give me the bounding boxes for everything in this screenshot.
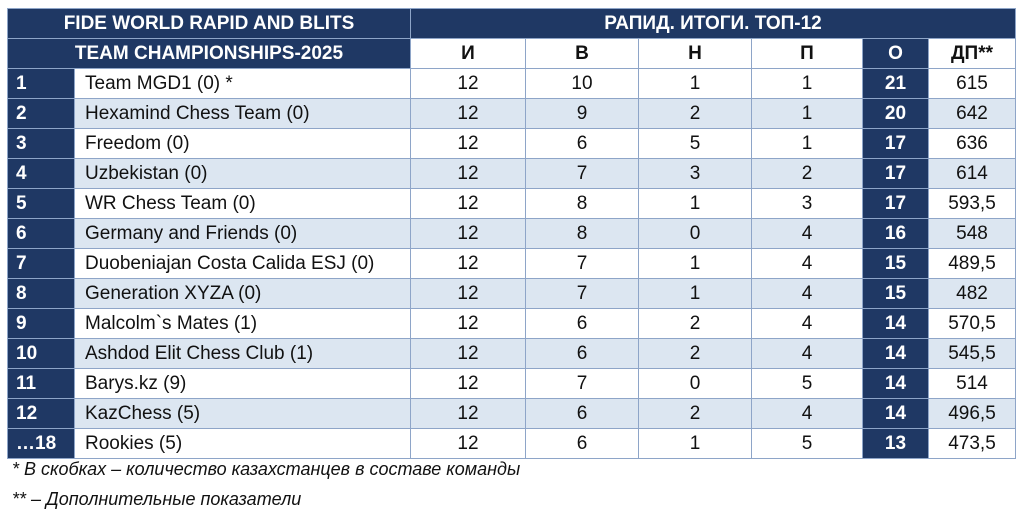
team-name-cell: Barys.kz (9) bbox=[75, 369, 411, 399]
team-name-cell: Uzbekistan (0) bbox=[75, 159, 411, 189]
losses-cell: 4 bbox=[752, 399, 863, 429]
header-row-1 bbox=[8, 9, 1016, 39]
team-name-cell: Germany and Friends (0) bbox=[75, 219, 411, 249]
games-cell: 12 bbox=[411, 399, 526, 429]
draws-cell: 5 bbox=[639, 129, 752, 159]
draws-cell: 1 bbox=[639, 69, 752, 99]
games-cell: 12 bbox=[411, 339, 526, 369]
games-cell: 12 bbox=[411, 129, 526, 159]
tiebreak-cell: 473,5 bbox=[929, 429, 1016, 459]
wins-cell: 7 bbox=[526, 249, 639, 279]
footnote-tiebreak: ** – Дополнительные показатели bbox=[12, 489, 302, 509]
draws-cell: 3 bbox=[639, 159, 752, 189]
games-cell: 12 bbox=[411, 249, 526, 279]
team-name-cell: Hexamind Chess Team (0) bbox=[75, 99, 411, 129]
col-header-points: О bbox=[863, 39, 929, 69]
draws-cell: 2 bbox=[639, 399, 752, 429]
games-cell: 12 bbox=[411, 189, 526, 219]
rank-cell: 7 bbox=[8, 249, 75, 279]
points-cell: 16 bbox=[863, 219, 929, 249]
footnote-kazakh-players: * В скобках – количество казахстанцев в составе команды bbox=[12, 459, 521, 479]
games-cell: 12 bbox=[411, 219, 526, 249]
table-row bbox=[8, 399, 1016, 429]
losses-cell: 5 bbox=[752, 369, 863, 399]
games-cell: 12 bbox=[411, 279, 526, 309]
tiebreak-cell: 482 bbox=[929, 279, 1016, 309]
rank-cell: 10 bbox=[8, 339, 75, 369]
rank-cell: 6 bbox=[8, 219, 75, 249]
losses-cell: 4 bbox=[752, 249, 863, 279]
tiebreak-cell: 614 bbox=[929, 159, 1016, 189]
points-cell: 13 bbox=[863, 429, 929, 459]
wins-cell: 7 bbox=[526, 279, 639, 309]
points-cell: 14 bbox=[863, 339, 929, 369]
team-name-cell: KazChess (5) bbox=[75, 399, 411, 429]
tiebreak-cell: 545,5 bbox=[929, 339, 1016, 369]
draws-cell: 2 bbox=[639, 309, 752, 339]
rank-cell: 4 bbox=[8, 159, 75, 189]
col-header-tiebreak: ДП** bbox=[929, 39, 1016, 69]
losses-cell: 4 bbox=[752, 279, 863, 309]
team-name-cell: Generation XYZA (0) bbox=[75, 279, 411, 309]
wins-cell: 6 bbox=[526, 309, 639, 339]
draws-cell: 2 bbox=[639, 339, 752, 369]
points-cell: 17 bbox=[863, 159, 929, 189]
draws-cell: 0 bbox=[639, 369, 752, 399]
points-cell: 20 bbox=[863, 99, 929, 129]
table-row bbox=[8, 279, 1016, 309]
rank-cell: 1 bbox=[8, 69, 75, 99]
rank-cell: 2 bbox=[8, 99, 75, 129]
col-header-draws: Н bbox=[639, 39, 752, 69]
tiebreak-cell: 489,5 bbox=[929, 249, 1016, 279]
points-cell: 15 bbox=[863, 279, 929, 309]
wins-cell: 6 bbox=[526, 399, 639, 429]
team-name-cell: WR Chess Team (0) bbox=[75, 189, 411, 219]
table-row bbox=[8, 339, 1016, 369]
wins-cell: 6 bbox=[526, 129, 639, 159]
wins-cell: 7 bbox=[526, 369, 639, 399]
draws-cell: 1 bbox=[639, 279, 752, 309]
games-cell: 12 bbox=[411, 69, 526, 99]
table-row bbox=[8, 219, 1016, 249]
tiebreak-cell: 642 bbox=[929, 99, 1016, 129]
table-row bbox=[8, 429, 1016, 459]
rank-cell: 8 bbox=[8, 279, 75, 309]
tiebreak-cell: 570,5 bbox=[929, 309, 1016, 339]
losses-cell: 1 bbox=[752, 99, 863, 129]
tiebreak-cell: 548 bbox=[929, 219, 1016, 249]
games-cell: 12 bbox=[411, 159, 526, 189]
col-header-wins: В bbox=[526, 39, 639, 69]
losses-cell: 2 bbox=[752, 159, 863, 189]
table-row bbox=[8, 369, 1016, 399]
rank-cell: …18 bbox=[8, 429, 75, 459]
standings-table bbox=[7, 8, 1016, 459]
games-cell: 12 bbox=[411, 369, 526, 399]
losses-cell: 1 bbox=[752, 129, 863, 159]
tiebreak-cell: 615 bbox=[929, 69, 1016, 99]
draws-cell: 1 bbox=[639, 189, 752, 219]
championship-title-line1: FIDE WORLD RAPID AND BLITS bbox=[8, 9, 411, 39]
header-row-2 bbox=[8, 39, 1016, 69]
table-row bbox=[8, 249, 1016, 279]
wins-cell: 6 bbox=[526, 429, 639, 459]
team-name-cell: Duobeniajan Costa Calida ESJ (0) bbox=[75, 249, 411, 279]
team-name-cell: Team MGD1 (0) * bbox=[75, 69, 411, 99]
rank-cell: 11 bbox=[8, 369, 75, 399]
table-row bbox=[8, 309, 1016, 339]
table-row bbox=[8, 69, 1016, 99]
wins-cell: 10 bbox=[526, 69, 639, 99]
tiebreak-cell: 496,5 bbox=[929, 399, 1016, 429]
points-cell: 17 bbox=[863, 189, 929, 219]
points-cell: 14 bbox=[863, 399, 929, 429]
points-cell: 14 bbox=[863, 369, 929, 399]
losses-cell: 5 bbox=[752, 429, 863, 459]
points-cell: 15 bbox=[863, 249, 929, 279]
wins-cell: 9 bbox=[526, 99, 639, 129]
points-cell: 14 bbox=[863, 309, 929, 339]
team-name-cell: Ashdod Elit Chess Club (1) bbox=[75, 339, 411, 369]
losses-cell: 4 bbox=[752, 219, 863, 249]
table-row bbox=[8, 129, 1016, 159]
tiebreak-cell: 514 bbox=[929, 369, 1016, 399]
losses-cell: 1 bbox=[752, 69, 863, 99]
games-cell: 12 bbox=[411, 99, 526, 129]
draws-cell: 0 bbox=[639, 219, 752, 249]
wins-cell: 6 bbox=[526, 339, 639, 369]
section-title: РАПИД. ИТОГИ. ТОП-12 bbox=[411, 9, 1016, 39]
draws-cell: 2 bbox=[639, 99, 752, 129]
col-header-losses: П bbox=[752, 39, 863, 69]
team-name-cell: Malcolm`s Mates (1) bbox=[75, 309, 411, 339]
draws-cell: 1 bbox=[639, 249, 752, 279]
team-name-cell: Freedom (0) bbox=[75, 129, 411, 159]
rank-cell: 9 bbox=[8, 309, 75, 339]
wins-cell: 8 bbox=[526, 219, 639, 249]
games-cell: 12 bbox=[411, 309, 526, 339]
rank-cell: 3 bbox=[8, 129, 75, 159]
draws-cell: 1 bbox=[639, 429, 752, 459]
team-name-cell: Rookies (5) bbox=[75, 429, 411, 459]
points-cell: 21 bbox=[863, 69, 929, 99]
rank-cell: 5 bbox=[8, 189, 75, 219]
wins-cell: 7 bbox=[526, 159, 639, 189]
losses-cell: 4 bbox=[752, 309, 863, 339]
losses-cell: 3 bbox=[752, 189, 863, 219]
rank-cell: 12 bbox=[8, 399, 75, 429]
tiebreak-cell: 593,5 bbox=[929, 189, 1016, 219]
table-row bbox=[8, 189, 1016, 219]
table-row bbox=[8, 159, 1016, 189]
games-cell: 12 bbox=[411, 429, 526, 459]
table-row bbox=[8, 99, 1016, 129]
wins-cell: 8 bbox=[526, 189, 639, 219]
col-header-games: И bbox=[411, 39, 526, 69]
tiebreak-cell: 636 bbox=[929, 129, 1016, 159]
championship-title-line2: TEAM CHAMPIONSHIPS-2025 bbox=[8, 39, 411, 69]
losses-cell: 4 bbox=[752, 339, 863, 369]
points-cell: 17 bbox=[863, 129, 929, 159]
